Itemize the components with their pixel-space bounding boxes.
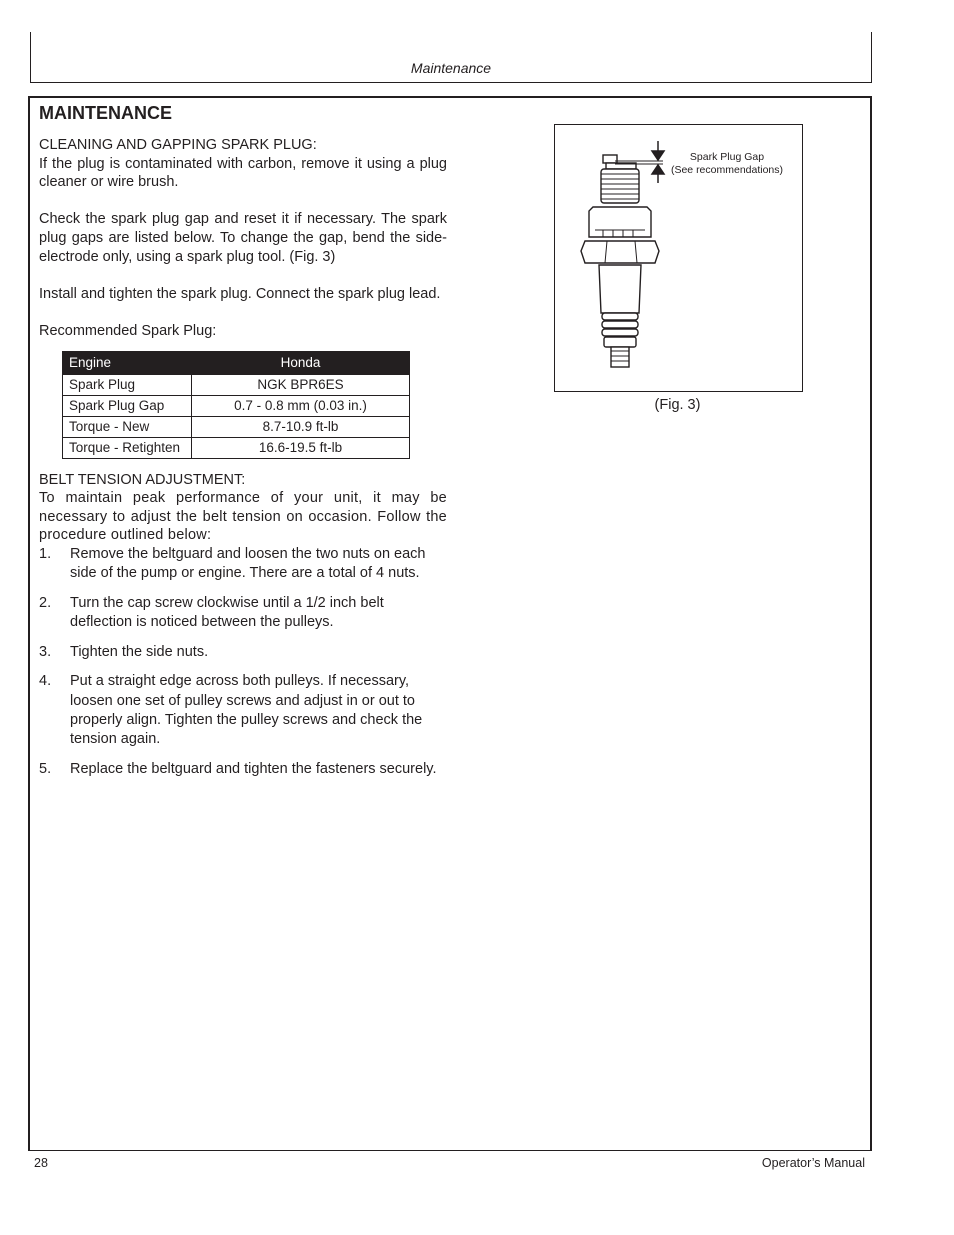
list-item	[39, 672, 447, 749]
list-item	[39, 594, 447, 632]
step-text: Tighten the side nuts.	[70, 643, 209, 660]
step-text: Put a straight edge across both pulleys. If necessary, loosen one set of pulley screws and adjust in or out to properly align. Tighten the pulley screws and check the tension again.	[70, 673, 423, 748]
table-row	[63, 416, 410, 437]
step-text: Turn the cap screw clockwise until a 1/2 inch belt deflection is noticed between the pulleys.	[70, 594, 384, 631]
recommended-label: Recommended Spark Plug:	[39, 322, 217, 339]
table-cell: Torque - Retighten	[63, 437, 192, 458]
page-header	[30, 32, 872, 83]
figure-caption: (Fig. 3)	[654, 397, 701, 413]
table-cell: 0.7 - 0.8 mm (0.03 in.)	[192, 395, 410, 416]
table-cell: Torque - New	[63, 416, 192, 437]
header-title: Maintenance	[410, 60, 492, 76]
manual-title: Operator’s Manual	[761, 1156, 865, 1170]
page-number: 28	[34, 1156, 48, 1170]
step-text: Remove the beltguard and loosen the two nuts on each side of the pump or engine. There are a total of 4 nuts.	[70, 545, 426, 582]
belt-subhead: BELT TENSION ADJUSTMENT:	[39, 471, 246, 488]
list-item	[39, 643, 447, 662]
spark-plug-figure	[554, 124, 803, 392]
table-cell: 16.6-19.5 ft-lb	[192, 437, 410, 458]
belt-intro: To maintain peak performance of your unit, it may be necessary to adjust the belt tension on occasion. Follow the procedure outlined below:	[39, 490, 447, 544]
table-header-cell: Engine	[63, 351, 192, 374]
figure-callout	[667, 151, 787, 177]
table-row	[63, 437, 410, 458]
spark-plug-para-2: Check the spark plug gap and reset it if necessary. The spark plug gaps are listed below. To change the gap, bend the side-electrode only, using a spark plug tool. (Fig. 3)	[39, 211, 447, 265]
table-header-row	[63, 351, 410, 374]
table-cell: 8.7-10.9 ft-lb	[192, 416, 410, 437]
spark-plug-spec-table	[62, 351, 410, 459]
table-cell: NGK BPR6ES	[192, 374, 410, 395]
step-number: 3.	[39, 643, 52, 660]
table-header-cell: Honda	[192, 351, 410, 374]
table-row	[63, 374, 410, 395]
step-text: Replace the beltguard and tighten the fasteners securely.	[70, 760, 437, 777]
belt-steps-list	[39, 545, 447, 779]
step-number: 2.	[39, 594, 52, 611]
left-column	[39, 100, 447, 789]
spark-plug-para-1: If the plug is contaminated with carbon, remove it using a plug cleaner or wire brush.	[39, 155, 447, 191]
spark-plug-para-3: Install and tighten the spark plug. Connect the spark plug lead.	[39, 285, 441, 302]
spark-plug-subhead: CLEANING AND GAPPING SPARK PLUG:	[39, 137, 317, 153]
step-number: 1.	[39, 545, 52, 562]
table-row	[63, 395, 410, 416]
step-number: 5.	[39, 760, 52, 777]
figure-callout-line-1: Spark Plug Gap	[689, 151, 765, 163]
list-item	[39, 760, 447, 779]
table-cell: Spark Plug Gap	[63, 395, 192, 416]
table-cell: Spark Plug	[63, 374, 192, 395]
list-item	[39, 545, 447, 583]
figure-callout-line-2: (See recommendations)	[670, 164, 784, 176]
section-heading: MAINTENANCE	[39, 103, 172, 123]
step-number: 4.	[39, 673, 52, 690]
